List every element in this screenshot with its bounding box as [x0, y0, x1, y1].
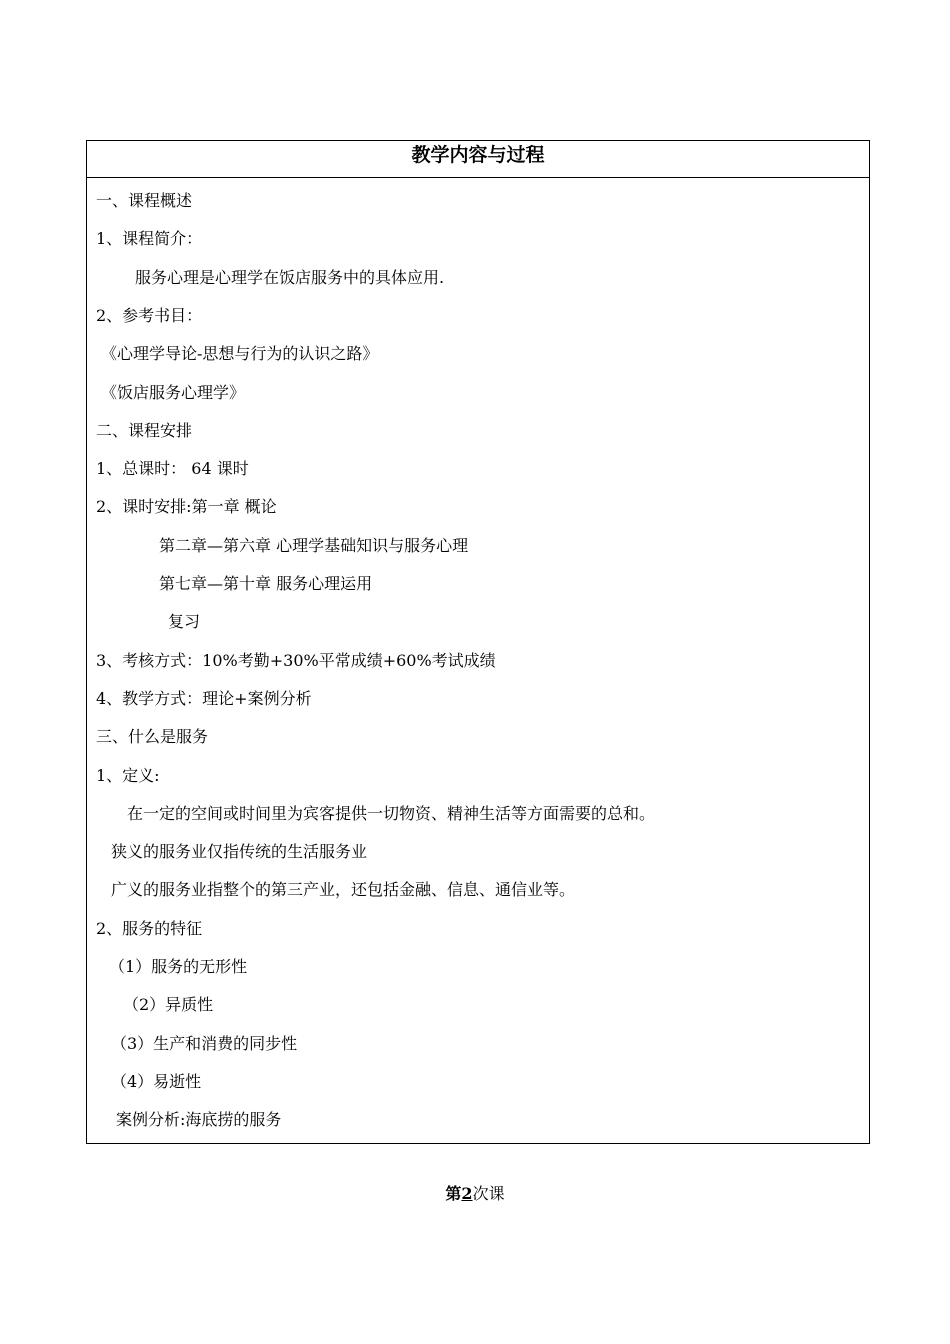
content-line: （1）服务的无形性	[109, 957, 248, 976]
table-title: 教学内容与过程	[87, 141, 869, 178]
content-line: 《心理学导论-思想与行为的认识之路》	[101, 344, 379, 364]
content-line: （3）生产和消费的同步性	[111, 1033, 298, 1053]
content-line: 狭义的服务业仅指传统的生活服务业	[111, 842, 368, 862]
content-line: 3、考核方式：10%考勤+30%平常成绩+60%考试成绩	[96, 650, 496, 670]
content-line: （4）易逝性	[111, 1071, 202, 1091]
lesson-number: 2	[461, 1184, 473, 1203]
content-line: 二、课程安排	[96, 420, 193, 440]
content-line: 广义的服务业指整个的第三产业，还包括金融、信息、通信业等。	[111, 880, 576, 900]
lesson-footer	[0, 1184, 950, 1204]
footer-suffix: 次课	[472, 1184, 505, 1203]
content-line: 2、服务的特征	[96, 918, 203, 938]
content-line: 《饭店服务心理学》	[101, 382, 246, 402]
content-line: 1、总课时： 64 课时	[96, 459, 249, 479]
content-table	[86, 140, 870, 1144]
footer-prefix: 第	[445, 1184, 462, 1203]
content-line: （2）异质性	[123, 995, 214, 1015]
content-line: 三、什么是服务	[96, 727, 209, 747]
content-line: 一、课程概述	[96, 191, 193, 210]
content-line: 案例分析:海底捞的服务	[116, 1110, 282, 1130]
content-line: 1、定义:	[96, 765, 160, 785]
content-line: 2、课时安排:第一章 概论	[96, 497, 277, 517]
content-line: 2、参考书目：	[96, 305, 203, 325]
content-line: 1、课程简介：	[96, 229, 203, 249]
content-line: 在一定的空间或时间里为宾客提供一切物资、精神生活等方面需要的总和。	[127, 803, 656, 823]
content-line: 复习	[168, 612, 201, 632]
content-line: 服务心理是心理学在饭店服务中的具体应用.	[135, 267, 445, 287]
content-line: 第七章—第十章 服务心理运用	[159, 574, 373, 593]
content-line: 4、教学方式：理论+案例分析	[96, 688, 312, 708]
content-line: 第二章—第六章 心理学基础知识与服务心理	[159, 535, 469, 555]
